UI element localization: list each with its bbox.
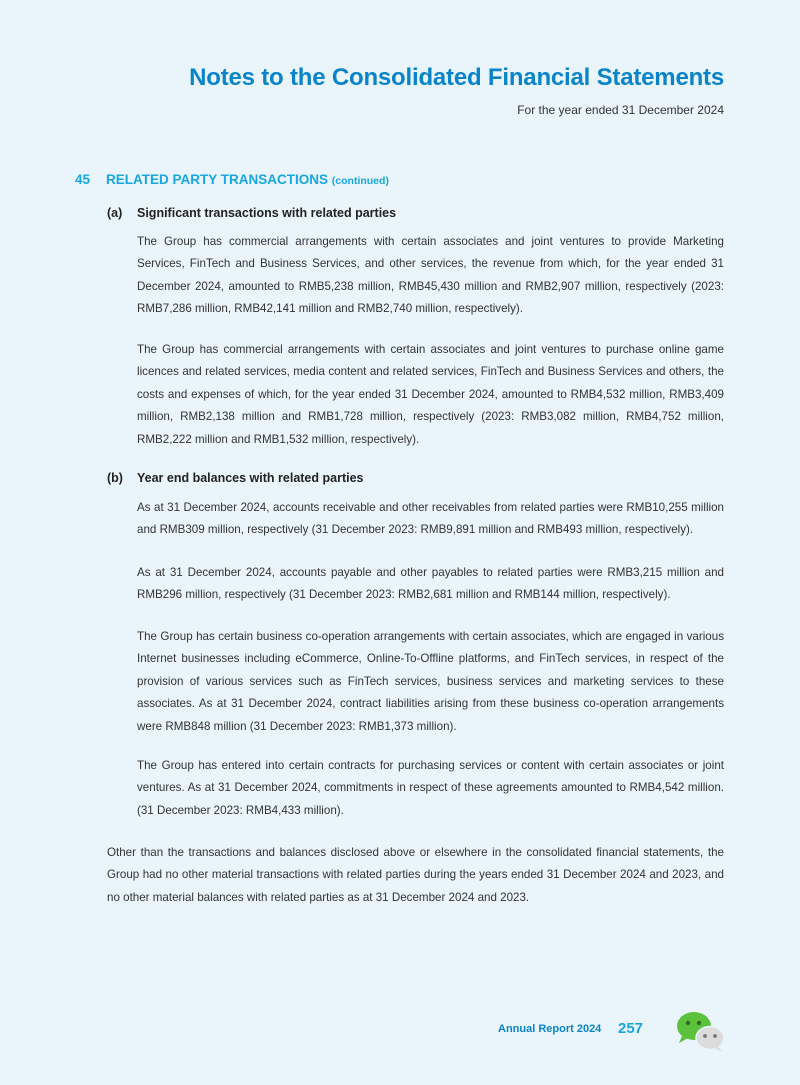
subsection-title: Significant transactions with related parties	[137, 206, 397, 220]
wechat-logo-icon	[674, 1010, 726, 1054]
page-title: Notes to the Consolidated Financial Statements	[189, 64, 724, 91]
section-heading	[75, 172, 389, 187]
section-title: RELATED PARTY TRANSACTIONS	[106, 172, 329, 187]
paragraph-a-1: The Group has commercial arrangements with certain associates and joint ventures to provide Marketing Services, FinTech and Business Services, and other services, the revenue from which, for the year ended 31 December 2024, amounted to RMB5,238 million, RMB45,430 million and RMB2,907 million, respectively (2023: RMB7,286 million, RMB42,141 million and RMB2,740 million, respectively).	[137, 235, 724, 316]
subsection-heading-a	[107, 206, 396, 220]
subsection-letter: (b)	[107, 471, 123, 485]
section-number: 45	[75, 172, 91, 187]
subsection-title: Year end balances with related parties	[137, 471, 364, 485]
section-continued-label: (continued)	[331, 175, 389, 187]
closing-paragraph: Other than the transactions and balances disclosed above or elsewhere in the consolidated financial statements, the Group had no other material transactions with related parties during the years ended 31 December 2024 and 2023, and no other material balances with related parties as at 31 December 2024 and 2023.	[107, 846, 724, 904]
footer-report-label: Annual Report 2024	[498, 1023, 602, 1035]
paragraph-b-3: The Group has certain business co-operation arrangements with certain associates, which are engaged in various Internet businesses including eCommerce, Online-To-Offline platforms, and FinTech services, in respect of the provision of various services such as FinTech services, business services and marketing services to these associates. As at 31 December 2024, contract liabilities arising from these business co-operation arrangements were RMB848 million (31 December 2023: RMB1,373 million).	[137, 630, 724, 733]
paragraph-a-2: The Group has commercial arrangements with certain associates and joint ventures to purchase online game licences and related services, media content and related services, FinTech and Business Services and others, the costs and expenses of which, for the year ended 31 December 2024, amounted to RMB4,532 million, RMB3,409 million, RMB2,138 million and RMB1,728 million, respectively (2023: RMB3,082 million, RMB4,752 million, RMB2,222 million and RMB1,532 million, respectively).	[137, 343, 724, 446]
page-number: 257	[618, 1020, 644, 1037]
paragraph-b-2: As at 31 December 2024, accounts payable and other payables to related parties were RMB3,215 million and RMB296 million, respectively (31 December 2023: RMB2,681 million and RMB144 million, respectively).	[137, 566, 724, 602]
page-subtitle: For the year ended 31 December 2024	[517, 103, 724, 117]
subsection-letter: (a)	[107, 206, 123, 220]
subsection-heading-b	[107, 471, 363, 485]
paragraph-b-1: As at 31 December 2024, accounts receivable and other receivables from related parties were RMB10,255 million and RMB309 million, respectively (31 December 2023: RMB9,891 million and RMB493 million, respectively).	[137, 501, 724, 537]
paragraph-b-4: The Group has entered into certain contracts for purchasing services or content with certain associates or joint ventures. As at 31 December 2024, commitments in respect of these agreements amounted to RMB4,542 million. (31 December 2023: RMB4,433 million).	[137, 759, 724, 817]
